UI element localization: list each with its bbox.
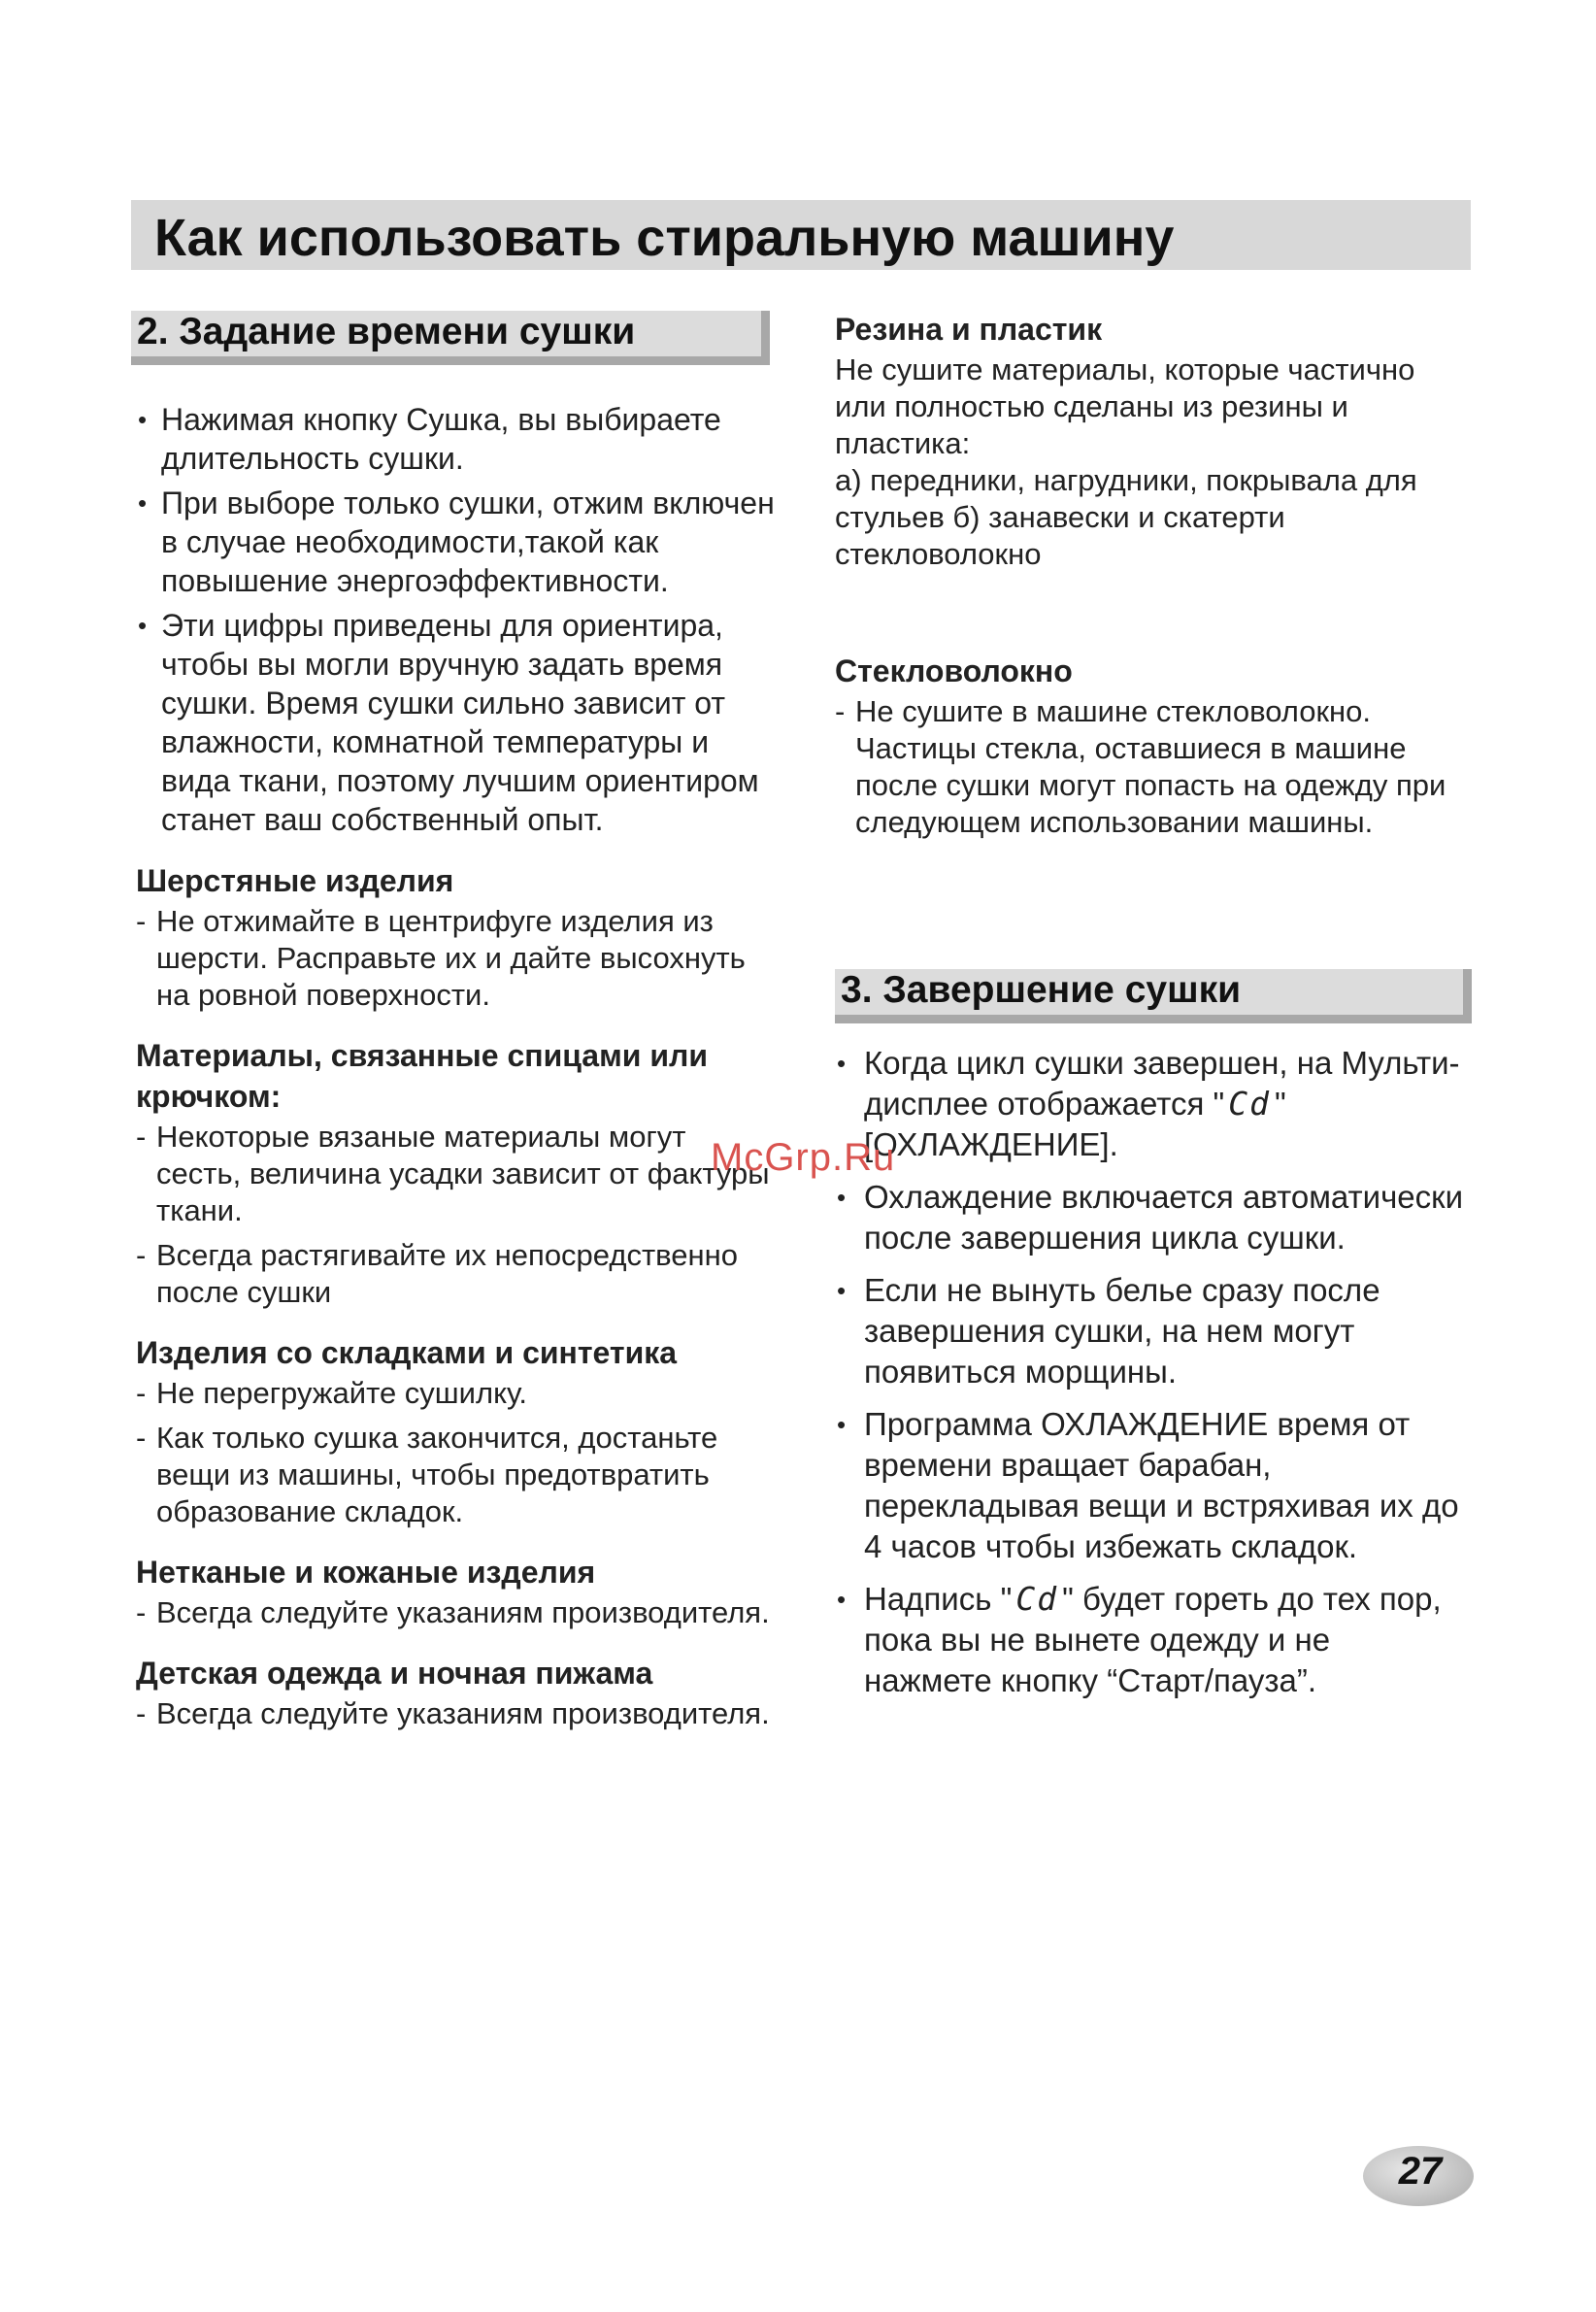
page-title-bar xyxy=(131,200,1471,270)
dash-item: - Некоторые вязаные материалы могут сесть, величина усадки зависит от фактуры ткани. xyxy=(136,1119,777,1229)
cd-display-code: Cd xyxy=(1015,1580,1059,1618)
page-title: Как использовать стиральную машину xyxy=(154,209,1175,267)
rubber-text: Не сушите материалы, которые частично или полностью сделаны из резины и пластика: xyxy=(835,352,1415,460)
section-title-drying-end: 3. Завершение сушки xyxy=(841,969,1242,1011)
bullet-item: • Если не вынуть белье сразу после завершения сушки, на нем могут появиться морщины. xyxy=(835,1270,1466,1392)
subheading-wool: Шерстяные изделия xyxy=(136,863,454,898)
bullet-text: Когда цикл сушки завершен, на Мульти-дисплее отображается " xyxy=(864,1045,1460,1122)
dash-item: - Не сушите в машине стекловолокно. Частицы стекла, оставшиеся в машине после сушки могут попасть на одежду при следующем использовании машины. xyxy=(835,693,1466,841)
bullet-text: " [ОХЛАЖДЕНИЕ]. xyxy=(864,1086,1286,1162)
bullet-item: • Охлаждение включается автоматически после завершения цикла сушки. xyxy=(835,1177,1466,1258)
section-title-drying-time: 2. Задание времени сушки xyxy=(137,311,636,352)
section-header-drying-end xyxy=(835,969,1472,1023)
dash-item: - Не отжимайте в центрифуге изделия из шерсти. Расправьте их и дайте высохнуть на ровной поверхности. xyxy=(136,903,777,1014)
subheading-children: Детская одежда и ночная пижама xyxy=(136,1656,653,1691)
bullet-item xyxy=(835,1579,1466,1701)
subheading-rubber: Резина и пластик xyxy=(835,312,1103,347)
left-column xyxy=(136,400,777,1740)
dash-item: - Как только сушка закончится, достаньте вещи из машины, чтобы предотвратить образование складок. xyxy=(136,1420,777,1530)
dash-item: - Всегда следуйте указаниям производителя. xyxy=(136,1594,777,1631)
subheading-pleated: Изделия со складками и синтетика xyxy=(136,1335,678,1370)
dash-item: - Всегда следуйте указаниям производителя. xyxy=(136,1695,777,1732)
bullet-item: • При выборе только сушки, отжим включен в случае необходимости,такой как повышение энергоэффективности. xyxy=(136,484,777,600)
bullet-item: • Нажимая кнопку Сушка, вы выбираете длительность сушки. xyxy=(136,400,777,478)
subheading-nonwoven: Нетканые и кожаные изделия xyxy=(136,1555,596,1590)
dash-item: - Всегда растягивайте их непосредственно после сушки xyxy=(136,1237,777,1311)
subheading-fiberglass: Стекловолокно xyxy=(835,653,1073,688)
bullet-item xyxy=(835,1043,1466,1165)
bullet-item: • Эти цифры приведены для ориентира, чтобы вы могли вручную задать время сушки. Время сушки сильно зависит от влажности, комнатной температуры и вида ткани, поэтому лучшим ориентиром станет ваш собственный опыт. xyxy=(136,606,777,839)
rubber-examples: а) передники, нагрудники, покрывала для стульев б) занавески и скатерти стекловолокно xyxy=(835,463,1417,571)
page-number: 27 xyxy=(1398,2150,1443,2193)
subheading-knitted: Материалы, связанные спицами или крючком: xyxy=(136,1038,708,1114)
section-header-drying-time xyxy=(131,311,770,365)
watermark: McGrp.Ru xyxy=(711,1136,896,1179)
right-bullets xyxy=(835,1043,1466,1713)
bullet-text: Надпись " xyxy=(864,1581,1013,1617)
right-column xyxy=(835,309,1466,849)
bullet-text: " будет гореть до тех пор, пока вы не вынете одежду и не нажмете кнопку “Старт/пауза”. xyxy=(864,1581,1442,1698)
cd-display-code: Cd xyxy=(1228,1085,1271,1122)
bullet-item: • Программа ОХЛАЖДЕНИЕ время от времени вращает барабан, перекладывая вещи и встряхивая их до 4 часов чтобы избежать складок. xyxy=(835,1404,1466,1567)
dash-item: - Не перегружайте сушилку. xyxy=(136,1375,777,1412)
